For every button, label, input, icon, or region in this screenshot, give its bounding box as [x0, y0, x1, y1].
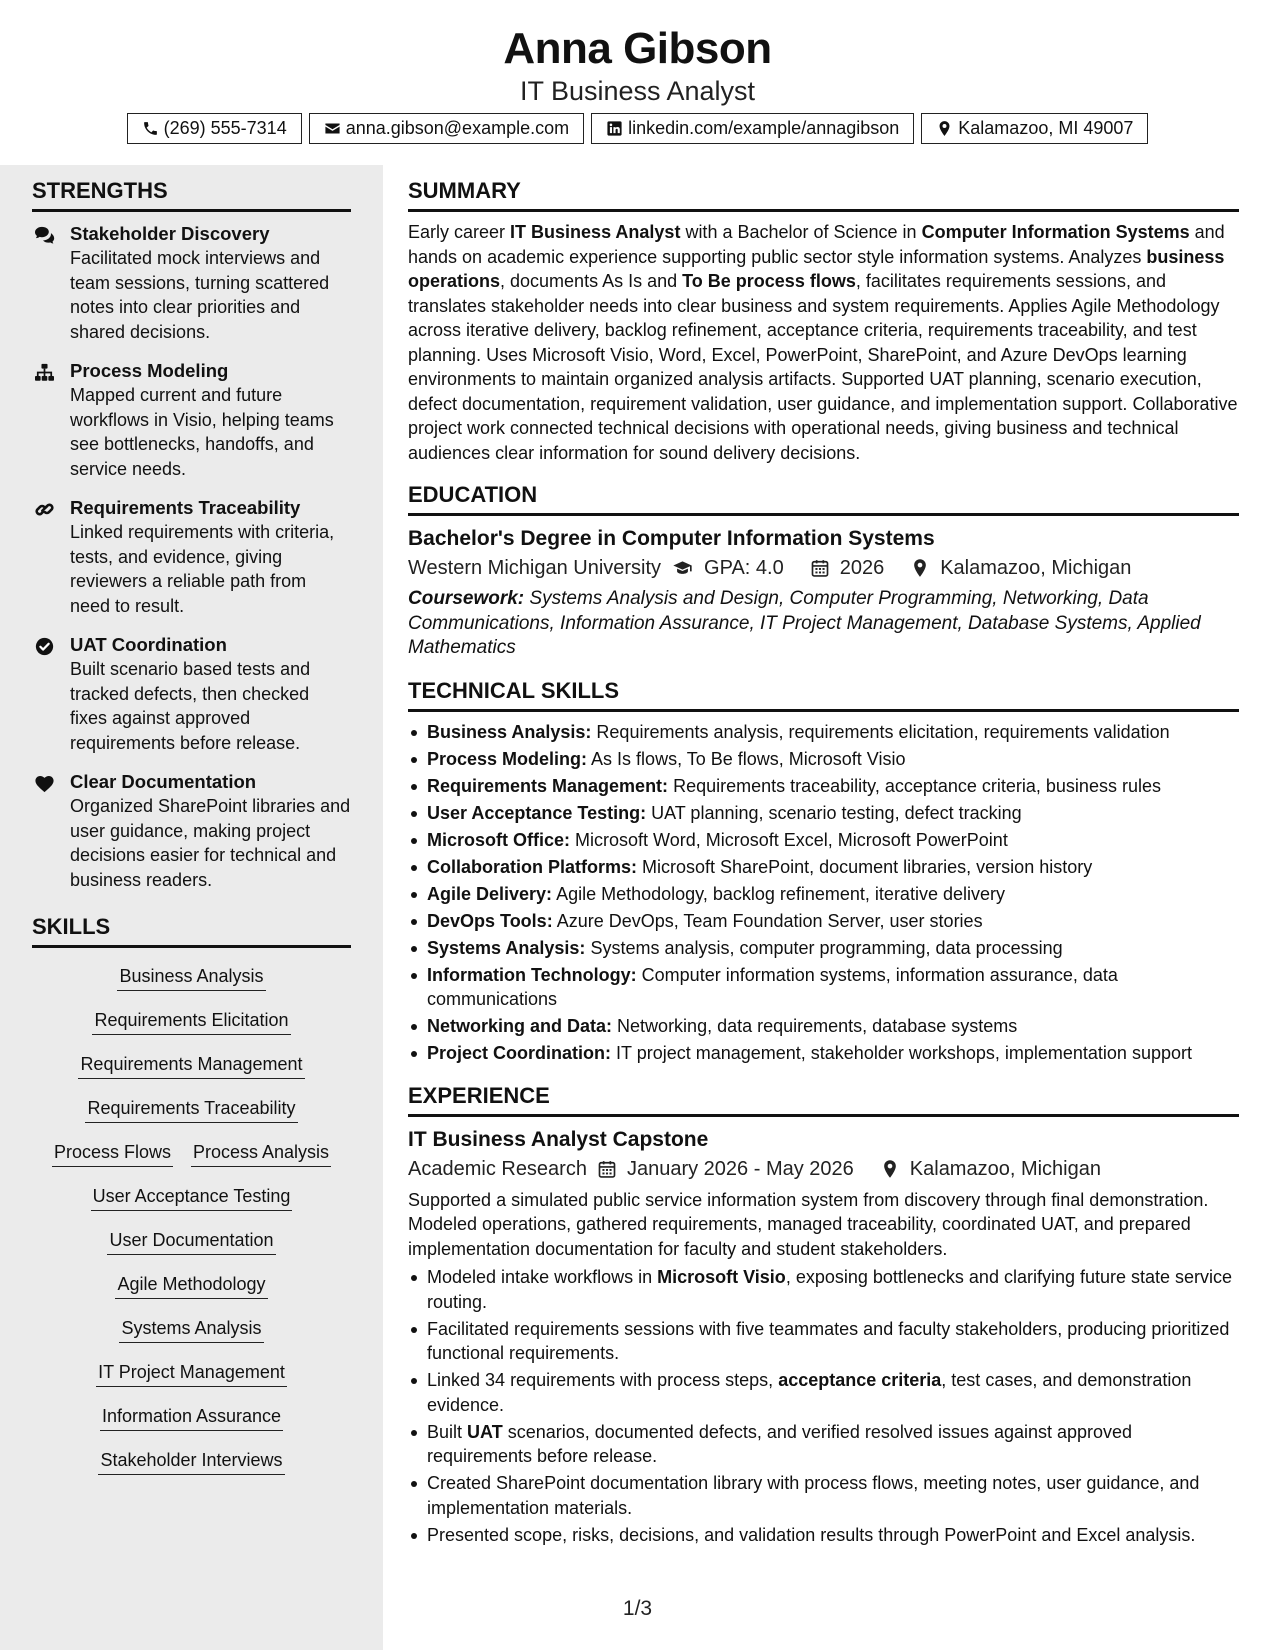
emphasis-text: UAT	[467, 1421, 503, 1442]
strength-item	[32, 770, 351, 892]
candidate-name: Anna Gibson	[503, 24, 772, 73]
job-description: Supported a simulated public service information system from discovery through final demonstration. Modeled operations, gathered requirements, managed traceability, coordinated UAT, and prepared implementation documentation for faculty and student stakeholders.	[408, 1189, 1209, 1259]
list-item	[408, 747, 1239, 772]
technical-skills-list	[408, 720, 1239, 1066]
summary-section	[408, 178, 1239, 465]
organization: Academic Research	[408, 1157, 587, 1180]
experience-bullets	[408, 1265, 1239, 1547]
strength-item	[32, 359, 351, 481]
skill-tag: IT Project Management	[96, 1360, 287, 1387]
emphasis-text: business operations	[408, 246, 1225, 291]
skill-detail: Microsoft SharePoint, document libraries, version history	[642, 856, 1093, 877]
strength-description: Facilitated mock interviews and team sessions, turning scattered notes into clear priorities and shared decisions.	[70, 248, 330, 342]
skill-tag: Requirements Elicitation	[92, 1008, 290, 1035]
sitemap-icon	[34, 363, 55, 382]
page-number: 1/3	[622, 1597, 653, 1620]
list-item	[408, 801, 1239, 826]
list-item	[408, 909, 1239, 934]
list-item	[408, 936, 1239, 961]
list-item	[408, 1523, 1239, 1548]
list-item	[408, 1471, 1239, 1520]
education-heading: EDUCATION	[408, 482, 1239, 516]
text-segment: Modeled intake workflows in	[427, 1267, 658, 1287]
list-item	[408, 963, 1239, 1012]
emphasis-text: To Be process flows	[682, 271, 856, 291]
experience-section	[408, 1083, 1239, 1548]
skill-tag: User Acceptance Testing	[91, 1184, 293, 1211]
strength-title: Stakeholder Discovery	[70, 223, 270, 244]
skill-category: Information Technology:	[427, 964, 637, 985]
skill-detail: Requirements analysis, requirements elicitation, requirements validation	[596, 721, 1170, 742]
technical-skills-section	[408, 678, 1239, 1066]
text-segment: , test cases, and demonstration evidence.	[427, 1370, 1192, 1415]
skill-tag: Systems Analysis	[119, 1316, 263, 1343]
contact-location	[921, 113, 1148, 144]
skill-tag: Process Flows	[52, 1140, 173, 1167]
graduation-cap-icon	[671, 558, 694, 578]
skill-tag: Requirements Management	[78, 1052, 304, 1079]
job-location: Kalamazoo, Michigan	[909, 1157, 1101, 1180]
strength-title: Requirements Traceability	[70, 497, 301, 518]
summary-text	[408, 220, 1239, 465]
skill-detail: Systems analysis, computer programming, data processing	[590, 937, 1063, 958]
list-item	[408, 1368, 1239, 1417]
job-title: IT Business Analyst Capstone	[408, 1127, 709, 1151]
text-segment: Linked 34 requirements with process steps,	[427, 1370, 779, 1390]
strengths-list	[32, 222, 351, 892]
skill-tag: User Documentation	[107, 1228, 275, 1255]
list-item	[408, 1014, 1239, 1039]
map-pin-icon	[936, 120, 953, 137]
contact-email[interactable]	[309, 113, 584, 144]
skill-category: Business Analysis:	[427, 721, 592, 742]
skill-detail: IT project management, stakeholder workshops, implementation support	[616, 1043, 1192, 1063]
check-circle-icon	[34, 637, 55, 656]
skill-category: Networking and Data:	[427, 1016, 613, 1036]
envelope-icon	[324, 120, 341, 137]
skill-category: Systems Analysis:	[427, 937, 586, 958]
strength-description: Linked requirements with criteria, tests, and evidence, giving reviewers a reliable path from need to result.	[70, 522, 335, 616]
heart-icon	[34, 774, 55, 793]
contact-bar	[0, 113, 1275, 144]
phone-icon	[142, 120, 159, 137]
strength-item	[32, 222, 351, 344]
coursework-label: Coursework:	[408, 588, 525, 609]
skill-detail: Networking, data requirements, database systems	[617, 1016, 1018, 1036]
technical-skills-heading: TECHNICAL SKILLS	[408, 678, 1239, 712]
skill-tag: Agile Methodology	[115, 1272, 267, 1299]
skill-category: Microsoft Office:	[427, 829, 571, 850]
contact-phone-text: (269) 555-7314	[163, 118, 287, 138]
list-item	[408, 855, 1239, 880]
skill-category: Requirements Management:	[427, 775, 669, 796]
skill-detail: Azure DevOps, Team Foundation Server, user stories	[556, 910, 983, 931]
list-item	[408, 1265, 1239, 1314]
school-name: Western Michigan University	[408, 557, 662, 579]
strengths-heading: STRENGTHS	[32, 178, 351, 212]
skill-category: Process Modeling:	[427, 748, 588, 769]
gpa: GPA: 4.0	[704, 557, 784, 579]
contact-linkedin-text: linkedin.com/example/annagibson	[628, 118, 900, 138]
skill-detail: Agile Methodology, backlog refinement, iterative delivery	[556, 883, 1005, 904]
text-segment: scenarios, documented defects, and verified resolved issues against approved requirements before release.	[427, 1421, 1133, 1466]
text-segment: , facilitates requirements sessions, and translates stakeholder needs into clear business and system requirements. Applies Agile Methodology across iterative delivery, backlog refinement, acceptance criteria, requirements traceability, and test planning. Uses Microsoft Visio, Word, Excel, PowerPoint, SharePoint, and Azure DevOps learning environments to maintain organized analysis artifacts. Supported UAT planning, scenario execution, defect documentation, requirement validation, user guidance, and implementation support. Collaborative project work connected technical decisions with operational needs, giving business and technical audiences clear information for sound delivery decisions.	[408, 271, 1238, 463]
resume-header	[0, 22, 1275, 106]
skill-tag: Process Analysis	[191, 1140, 331, 1167]
strength-title: UAT Coordination	[70, 634, 227, 655]
coursework	[408, 587, 1239, 661]
list-item	[408, 882, 1239, 907]
education-section	[408, 482, 1239, 661]
emphasis-text: Microsoft Visio	[657, 1267, 786, 1287]
comments-icon	[34, 226, 55, 245]
text-segment: , exposing bottlenecks and clarifying future state service routing.	[427, 1267, 1233, 1312]
contact-email-text: anna.gibson@example.com	[345, 118, 570, 138]
skills-heading: SKILLS	[32, 914, 351, 948]
emphasis-text: IT Business Analyst	[510, 222, 681, 242]
job-meta	[408, 1154, 1239, 1184]
linkedin-icon	[606, 120, 623, 137]
skill-detail: As Is flows, To Be flows, Microsoft Visio	[591, 748, 906, 769]
text-segment: Presented scope, risks, decisions, and validation results through PowerPoint and Excel analysis.	[427, 1524, 1196, 1545]
map-pin-icon	[910, 558, 930, 578]
education-meta	[408, 553, 1239, 583]
contact-phone	[127, 113, 302, 144]
school-location: Kalamazoo, Michigan	[940, 557, 1132, 579]
contact-location-text: Kalamazoo, MI 49007	[958, 118, 1134, 138]
skill-detail: Microsoft Word, Microsoft Excel, Microsoft PowerPoint	[575, 829, 1008, 850]
calendar-icon	[810, 558, 830, 578]
skill-tag: Stakeholder Interviews	[98, 1448, 284, 1475]
strength-item	[32, 633, 351, 755]
sidebar	[32, 178, 351, 1475]
strength-description: Built scenario based tests and tracked defects, then checked fixes against approved requirements before release.	[70, 659, 311, 753]
summary-heading: SUMMARY	[408, 178, 1239, 212]
contact-linkedin[interactable]	[591, 113, 914, 144]
skill-category: Project Coordination:	[427, 1043, 611, 1063]
list-item	[408, 774, 1239, 799]
list-item	[408, 1041, 1239, 1066]
text-segment: and hands on academic experience supporting public sector style information systems. Analyzes	[408, 222, 1225, 267]
skill-category: Collaboration Platforms:	[427, 856, 638, 877]
strength-title: Clear Documentation	[70, 771, 257, 792]
strength-description: Mapped current and future workflows in Visio, helping teams see bottlenecks, handoffs, and service needs.	[70, 385, 334, 479]
emphasis-text: acceptance criteria	[778, 1370, 942, 1390]
map-pin-icon	[880, 1159, 900, 1179]
experience-heading: EXPERIENCE	[408, 1083, 1239, 1117]
skill-category: DevOps Tools:	[427, 910, 553, 931]
main-column	[408, 178, 1239, 1550]
text-segment: Early career	[408, 222, 511, 242]
skill-detail: Requirements traceability, acceptance criteria, business rules	[673, 775, 1161, 796]
calendar-icon	[597, 1159, 617, 1179]
text-segment: , documents As Is and	[500, 271, 683, 291]
strength-item	[32, 496, 351, 618]
coursework-list: Systems Analysis and Design, Computer Programming, Networking, Data Communications, Information Assurance, IT Project Management, Database Systems, Applied Mathematics	[408, 588, 1201, 658]
skill-detail: Computer information systems, information assurance, data communications	[427, 964, 1118, 1009]
skill-tag: Requirements Traceability	[85, 1096, 297, 1123]
job-dates: January 2026 - May 2026	[626, 1157, 854, 1180]
candidate-title: IT Business Analyst	[519, 76, 756, 106]
strength-description: Organized SharePoint libraries and user guidance, making project decisions easier for technical and business readers.	[70, 796, 351, 890]
strength-title: Process Modeling	[70, 360, 229, 381]
list-item	[408, 828, 1239, 853]
text-segment: Facilitated requirements sessions with five teammates and faculty stakeholders, producing prioritized functional requirements.	[427, 1318, 1230, 1363]
skill-category: User Acceptance Testing:	[427, 802, 647, 823]
list-item	[408, 1317, 1239, 1366]
list-item	[408, 720, 1239, 745]
skill-category: Agile Delivery:	[427, 883, 553, 904]
degree-title: Bachelor's Degree in Computer Information Systems	[408, 527, 935, 550]
list-item	[408, 1420, 1239, 1469]
text-segment: Built	[427, 1421, 468, 1442]
link-icon	[34, 500, 55, 519]
text-segment: Created SharePoint documentation library with process flows, meeting notes, user guidance, and implementation materials.	[427, 1473, 1200, 1518]
skill-detail: UAT planning, scenario testing, defect tracking	[651, 802, 1022, 823]
emphasis-text: Computer Information Systems	[921, 222, 1190, 242]
skills-list	[32, 964, 351, 1475]
skill-tag: Information Assurance	[100, 1404, 283, 1431]
graduation-year: 2026	[839, 557, 885, 579]
skill-tag: Business Analysis	[117, 964, 265, 991]
text-segment: with a Bachelor of Science in	[680, 222, 922, 242]
